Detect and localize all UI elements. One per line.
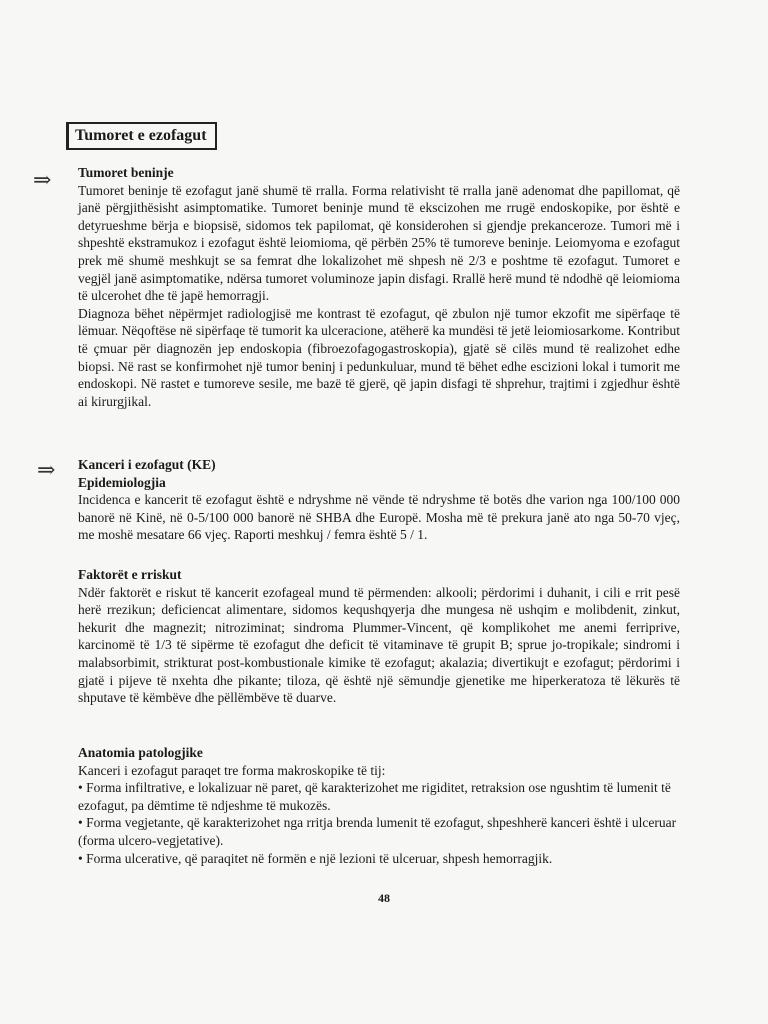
section-benign-tumors bbox=[78, 164, 680, 410]
section-heading: Anatomia patologjike bbox=[78, 745, 203, 760]
paragraph: Incidenca e kancerit të ezofagut është e ndryshme në vënde të ndryshme të botës dhe varion nga 100/100 000 banorë në Kinë, në 0-5/100 000 banorë në SHBA dhe Europë. Mosha më të prekura janë ato nga 50-70 vjeç, me moshë mesatare 66 vjeç. Raporti meshkuj / femra është 5 / 1. bbox=[78, 492, 680, 543]
section-heading: Faktorët e rriskut bbox=[78, 567, 182, 582]
paragraph: Ndër faktorët e riskut të kancerit ezofageal mund të përmenden: alkooli; përdorimi i duhanit, i cili e rrit pesë herë rrezikun; deficiencat alimentare, sidomos kequshqyerja dhe mungesa në ushqim e molibdenit, zinkut, hekurit dhe magnezit; nitroziminat; sindroma Plummer-Vincent, që komplikohet me anemi ferriprive, karcinomë të 1/3 të sipërme të ezofagut dhe deficit të vitaminave të grupit B; sprue jo-tropikale; sindromi i malabsorbimit, strikturat post-kombustionale kimike të ezofagut; akalazia; divertikujt e ezofagut; përdorimi i gjatë i pijeve të nxehta dhe pikante; tiloza, që është një sëmundje gjenetike me hiperkeratoza të lëkurës të shputave të këmbëve dhe pëllëmbëve të duarve. bbox=[78, 584, 680, 706]
paragraph: Kanceri i ezofagut paraqet tre forma makroskopike të tij: bbox=[78, 762, 386, 778]
list-item: • Forma infiltrative, e lokalizuar në paret, që karakterizohet me rigiditet, retraksion ose ngushtim të lumenit të ezofagut, pa dëmtime të ndjeshme të mukozës. bbox=[78, 780, 671, 813]
list-item: • Forma vegjetante, që karakterizohet nga rritja brenda lumenit të ezofagut, shpeshherë kanceri është i ulceruar (forma ulcero-vegjetative). bbox=[78, 815, 677, 848]
arrow-icon: ⇒ bbox=[37, 457, 56, 482]
section-heading: Kanceri i ezofagut (KE) bbox=[78, 457, 216, 472]
arrow-icon: ⇒ bbox=[33, 167, 52, 192]
page-number: 48 bbox=[378, 891, 390, 905]
section-pathologic-anatomy bbox=[78, 744, 680, 867]
section-risk-factors bbox=[78, 566, 680, 707]
chapter-title: Tumoret e ezofagut bbox=[66, 122, 217, 150]
section-esophageal-cancer bbox=[78, 456, 680, 544]
subsection-heading: Epidemiologjia bbox=[78, 474, 166, 490]
section-heading: Tumoret beninje bbox=[78, 165, 174, 180]
paragraph: Diagnoza bëhet nëpërmjet radiologjisë me kontrast të ezofagut, që zbulon një tumor ekzofit me sipërfaqe të lëmuar. Nëqoftëse në sipërfaqe të tumorit ka ulceracione, atëherë ka mundësi të jetë leiomiosarkome. Kontribut të çmuar për diagnozën jep endoskopia (fibroezofagogastroskopia), gjatë së cilës mund të realizohet edhe biopsi. Në rast se konfirmohet një tumor beninj i pedunkuluar, mund të bëhet edhe escizioni lokal i tumorit me endoskopi. Në rastet e tumoreve sesile, me bazë të gjerë, që japin disfagi të shprehur, trajtimi i zgjedhur është ai kirurgjikal. bbox=[78, 305, 680, 409]
list-item: • Forma ulcerative, që paraqitet në formën e një lezioni të ulceruar, shpesh hemorragjik. bbox=[78, 850, 553, 866]
paragraph: Tumoret beninje të ezofagut janë shumë të rralla. Forma relativisht të rralla janë adenomat dhe papillomat, që janë përgjithësisht asimptomatike. Tumoret beninje mund të ekscizohen me rrugë endoskopike, por është e detyrueshme bërja e biopsisë, sidomos tek papilomat, që konsiderohen si gjendje prekanceroze. Tumori më i shpeshtë ekstramukoz i ezofagut është leiomioma, që përbën 25% të tumoreve beninje. Leiomyoma e ezofagut prek më shumë meshkujt se sa femrat dhe lokalizohet më shpesh në 2/3 e poshtme të ezofagut. Tumoret e vegjël janë asimptomatike, ndërsa tumoret voluminoze japin disfagi. Rrallë herë mund të ndodhë që leiomioma të ulcerohet dhe të japë hemorragji. bbox=[78, 182, 680, 304]
